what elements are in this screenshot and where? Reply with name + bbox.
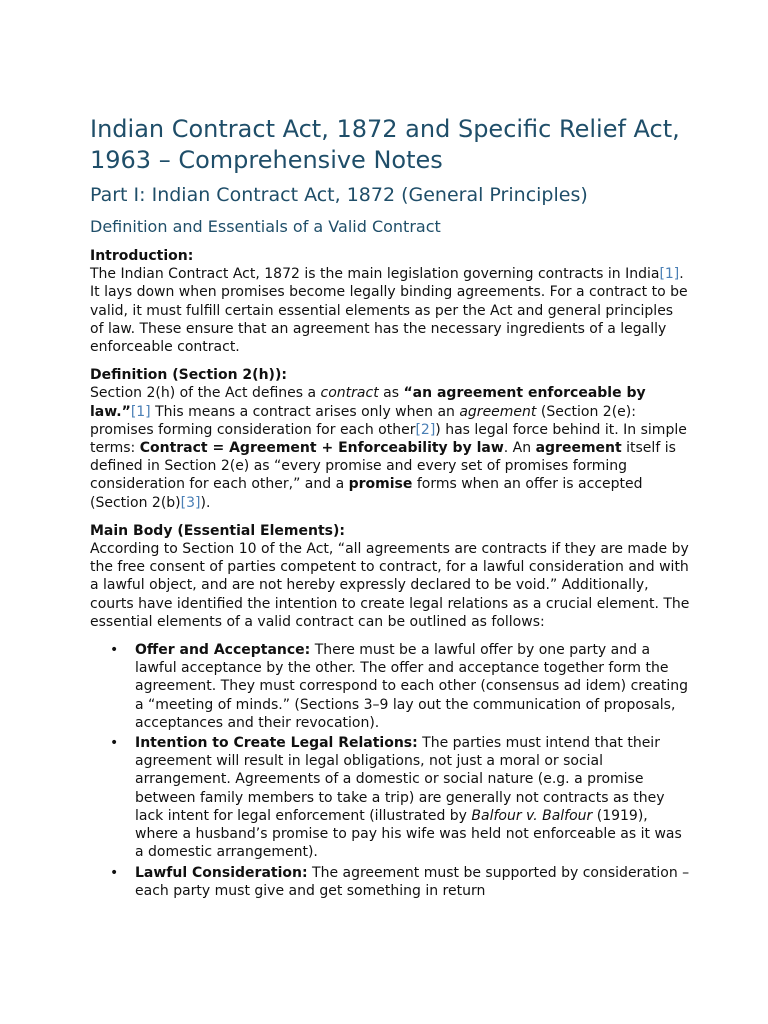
- footnote-link[interactable]: [3]: [180, 494, 201, 511]
- essential-elements-list: [90, 641, 690, 900]
- list-item: [110, 641, 690, 732]
- list-item-text-after: (1919), where a husband’s promise to pay his wife was held not enforceable as it was a domestic arrangement).: [135, 807, 682, 861]
- list-item-text: The parties must intend that their agreement will result in legal obligations, not just a moral or social arrangement. Agreements of a domestic or social nature (e.g. a promise between family members to take a trip) are generally not contracts as they lack intent for legal enforcement (illustrated by: [135, 735, 665, 824]
- footnote-link[interactable]: [2]: [415, 421, 436, 438]
- introduction-label: Introduction:: [90, 248, 194, 264]
- document-title: Indian Contract Act, 1872 and Specific Relief Act, 1963 – Comprehensive Notes: [90, 115, 680, 174]
- document-page: [90, 114, 690, 902]
- main-body-label: Main Body (Essential Elements):: [90, 522, 345, 539]
- bullet-icon: •: [110, 642, 119, 659]
- part-heading: Part I: Indian Contract Act, 1872 (General Principles): [90, 184, 588, 206]
- list-item-title: Offer and Acceptance:: [135, 642, 311, 659]
- list-item-text: The agreement must be supported by consideration – each party must give and get something in return: [135, 864, 690, 899]
- main-body-block: [90, 522, 690, 631]
- definition-label: Definition (Section 2(h)):: [90, 367, 287, 384]
- list-item-text: There must be a lawful offer by one party and a lawful acceptance by the other. The offer and acceptance together form the agreement. They must correspond to each other (consensus ad idem) creating a “meeting of minds.” (Sections 3–9 lay out the communication of proposals, acceptances and their revocation).: [135, 642, 689, 731]
- case-citation: Balfour v. Balfour: [471, 807, 593, 824]
- footnote-link[interactable]: [1]: [659, 266, 680, 283]
- list-item-title: Intention to Create Legal Relations:: [135, 735, 418, 752]
- definition-text: Section 2(h) of the Act defines a contract as “an agreement enforceable by law.”[1] This means a contract arises only when an agreement (Section 2(e): promises forming consideration for each other[2]) has legal force behind it. In simple terms: Contract = Agreement + Enforceability by law. An agreement itself is defined in Section 2(e) as “every promise and every set of promises forming consideration for each other,” and a promise forms when an offer is accepted (Section 2(b)[3]).: [90, 385, 687, 511]
- footnote-link[interactable]: [1]: [130, 403, 151, 420]
- list-item: [110, 864, 690, 900]
- list-item-title: Lawful Consideration:: [135, 864, 308, 881]
- section-heading: Definition and Essentials of a Valid Contract: [90, 217, 441, 236]
- main-body-text: According to Section 10 of the Act, “all agreements are contracts if they are made by the free consent of parties competent to contract, for a lawful consideration and with a lawful object, and are not hereby expressly declared to be void.” Additionally, courts have identified the intention to create legal relations as a crucial element. The essential elements of a valid contract can be outlined as follows:: [90, 541, 690, 630]
- list-item: [110, 734, 690, 861]
- introduction-block: [90, 247, 690, 356]
- bullet-icon: •: [110, 735, 119, 752]
- introduction-text: The Indian Contract Act, 1872 is the main legislation governing contracts in India[1]. It lays down when promises become legally binding agreements. For a contract to be valid, it must fulfill certain essential elements as per the Act and general principles of law. These ensure that an agreement has the necessary ingredients of a legally enforceable contract.: [90, 266, 688, 356]
- definition-block: [90, 366, 690, 512]
- bullet-icon: •: [110, 864, 119, 881]
